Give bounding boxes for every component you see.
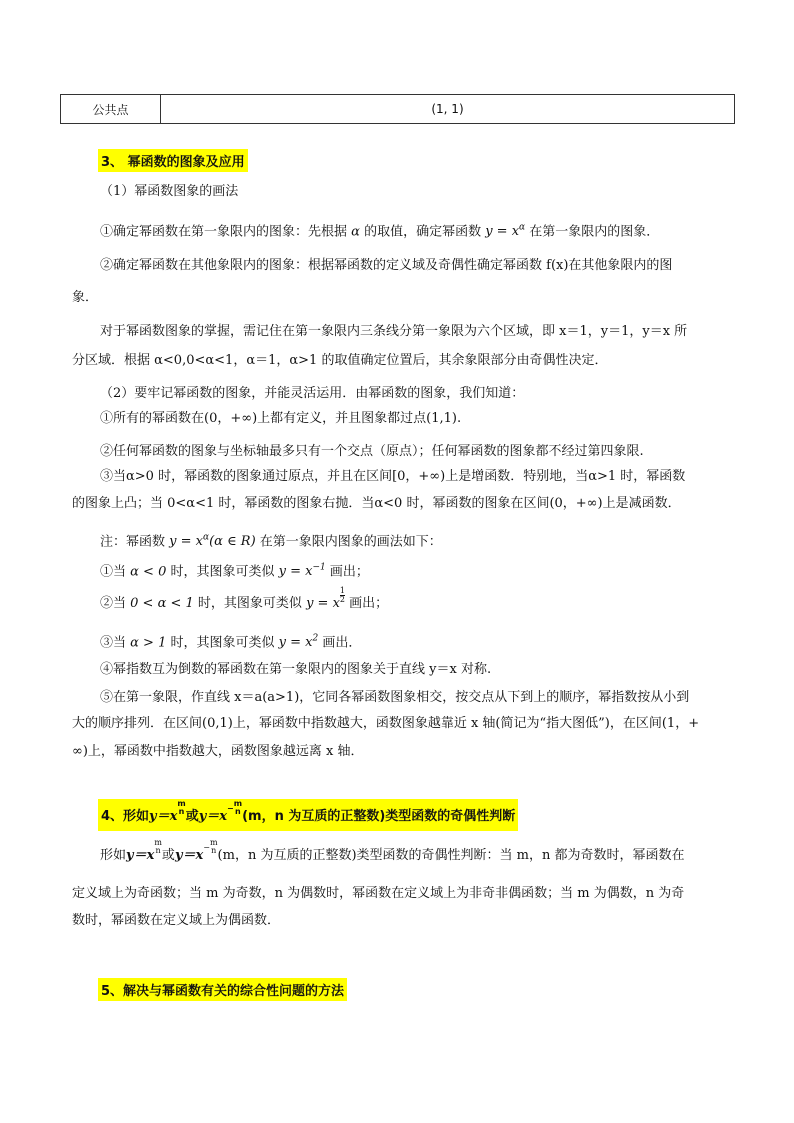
sec3-sub2: （2）要牢记幂函数的图象，并能灵活运用．由幂函数的图象，我们知道： <box>100 386 525 401</box>
section-4-title: 4、形如y＝x m n 或y＝x− m n (m，n 为互质的正整数)类型函数的奇偶性判断 <box>98 799 518 831</box>
sec3-sub1: （1）幂函数图象的画法 <box>100 184 239 199</box>
sec3-n5a: ⑤在第一象限，作直线 x＝a(a>1)，它同各幂函数图象相交，按交点从下到上的顺序，幂指数按从小到 <box>100 690 690 705</box>
sec3-n3: ③当 α > 1 时，其图象可类似 $y = x^2$ 画出． <box>100 634 362 651</box>
sec3-n5b: 大的顺序排列．在区间(0,1)上，幂函数中指数越大，函数图象越靠近 x 轴(简记为“指大图低”)，在区间(1，+ <box>72 716 700 731</box>
sec3-n1: ①当 α < 0 时，其图象可类似 $y = x^{-1}$ 画出； <box>100 563 369 580</box>
sec3-p1: ①确定幂函数在第一象限内的图象：先根据 α 的取值，确定幂函数 $y = x^\alpha$ 在第一象限内的图象． <box>100 223 660 240</box>
sec4-p3: 数时，幂函数在定义域上为偶函数． <box>72 913 281 928</box>
sec3-q1: ①所有的幂函数在(0，+∞)上都有定义，并且图象都过点(1,1). <box>100 411 462 426</box>
sec3-q3b: 的图象上凸；当 0<α<1 时，幂函数的图象右抛．当α<0 时，幂函数的图象在区间(0，+∞)上是减函数． <box>72 496 681 511</box>
section-5-title: 5、解决与幂函数有关的综合性问题的方法 <box>98 978 347 1001</box>
sec3-p3a: 对于幂函数图象的掌握，需记住在第一象限内三条线分第一象限为六个区域，即 x＝1，y＝1，y＝x 所 <box>100 324 688 339</box>
sec3-p2b: 象． <box>72 290 99 305</box>
section-3-title: 3、 幂函数的图象及应用 <box>98 149 248 172</box>
property-table <box>60 94 735 124</box>
sec3-p2a: ②确定幂函数在其他象限内的图象：根据幂函数的定义域及奇偶性确定幂函数 f(x)在其他象限内的图 <box>100 258 673 273</box>
table-value-cell: (1, 1) <box>161 95 735 124</box>
sec3-q3a: ③当α>0 时，幂函数的图象通过原点，并且在区间[0，+∞)上是增函数．特别地，当α>1 时，幂函数 <box>100 469 686 484</box>
sec4-p2: 定义域上为奇函数；当 m 为奇数，n 为偶数时，幂函数在定义域上为非奇非偶函数；当 m 为偶数，n 为奇 <box>72 886 685 901</box>
sec3-note: 注：幂函数 $y = x^\alpha(\alpha$ ∈ R) 在第一象限内图象的画法如下： <box>100 533 442 550</box>
sec3-n4: ④幂指数互为倒数的幂函数在第一象限内的图象关于直线 y＝x 对称. <box>100 662 492 677</box>
table-label-cell: 公共点 <box>61 95 161 124</box>
sec3-n5c: ∞)上，幂函数中指数越大，函数图象越远离 x 轴． <box>72 744 364 759</box>
sec3-q2: ②任何幂函数的图象与坐标轴最多只有一个交点（原点）；任何幂函数的图象都不经过第四象限. <box>100 444 644 459</box>
sec3-p3b: 分区域．根据 α<0,0<α<1，α＝1，α>1 的取值确定位置后，其余象限部分由奇偶性决定． <box>72 353 608 368</box>
sec3-n2: ②当 0 < α < 1 时，其图象可类似 y = x $\frac{1}{2}$ 画出； <box>100 586 389 611</box>
sec4-p1: 形如y＝x m n 或y＝x− m n (m，n 为互质的正整数)类型函数的奇偶性判断：当 m，n 都为奇数时，幂函数在 <box>100 837 685 863</box>
